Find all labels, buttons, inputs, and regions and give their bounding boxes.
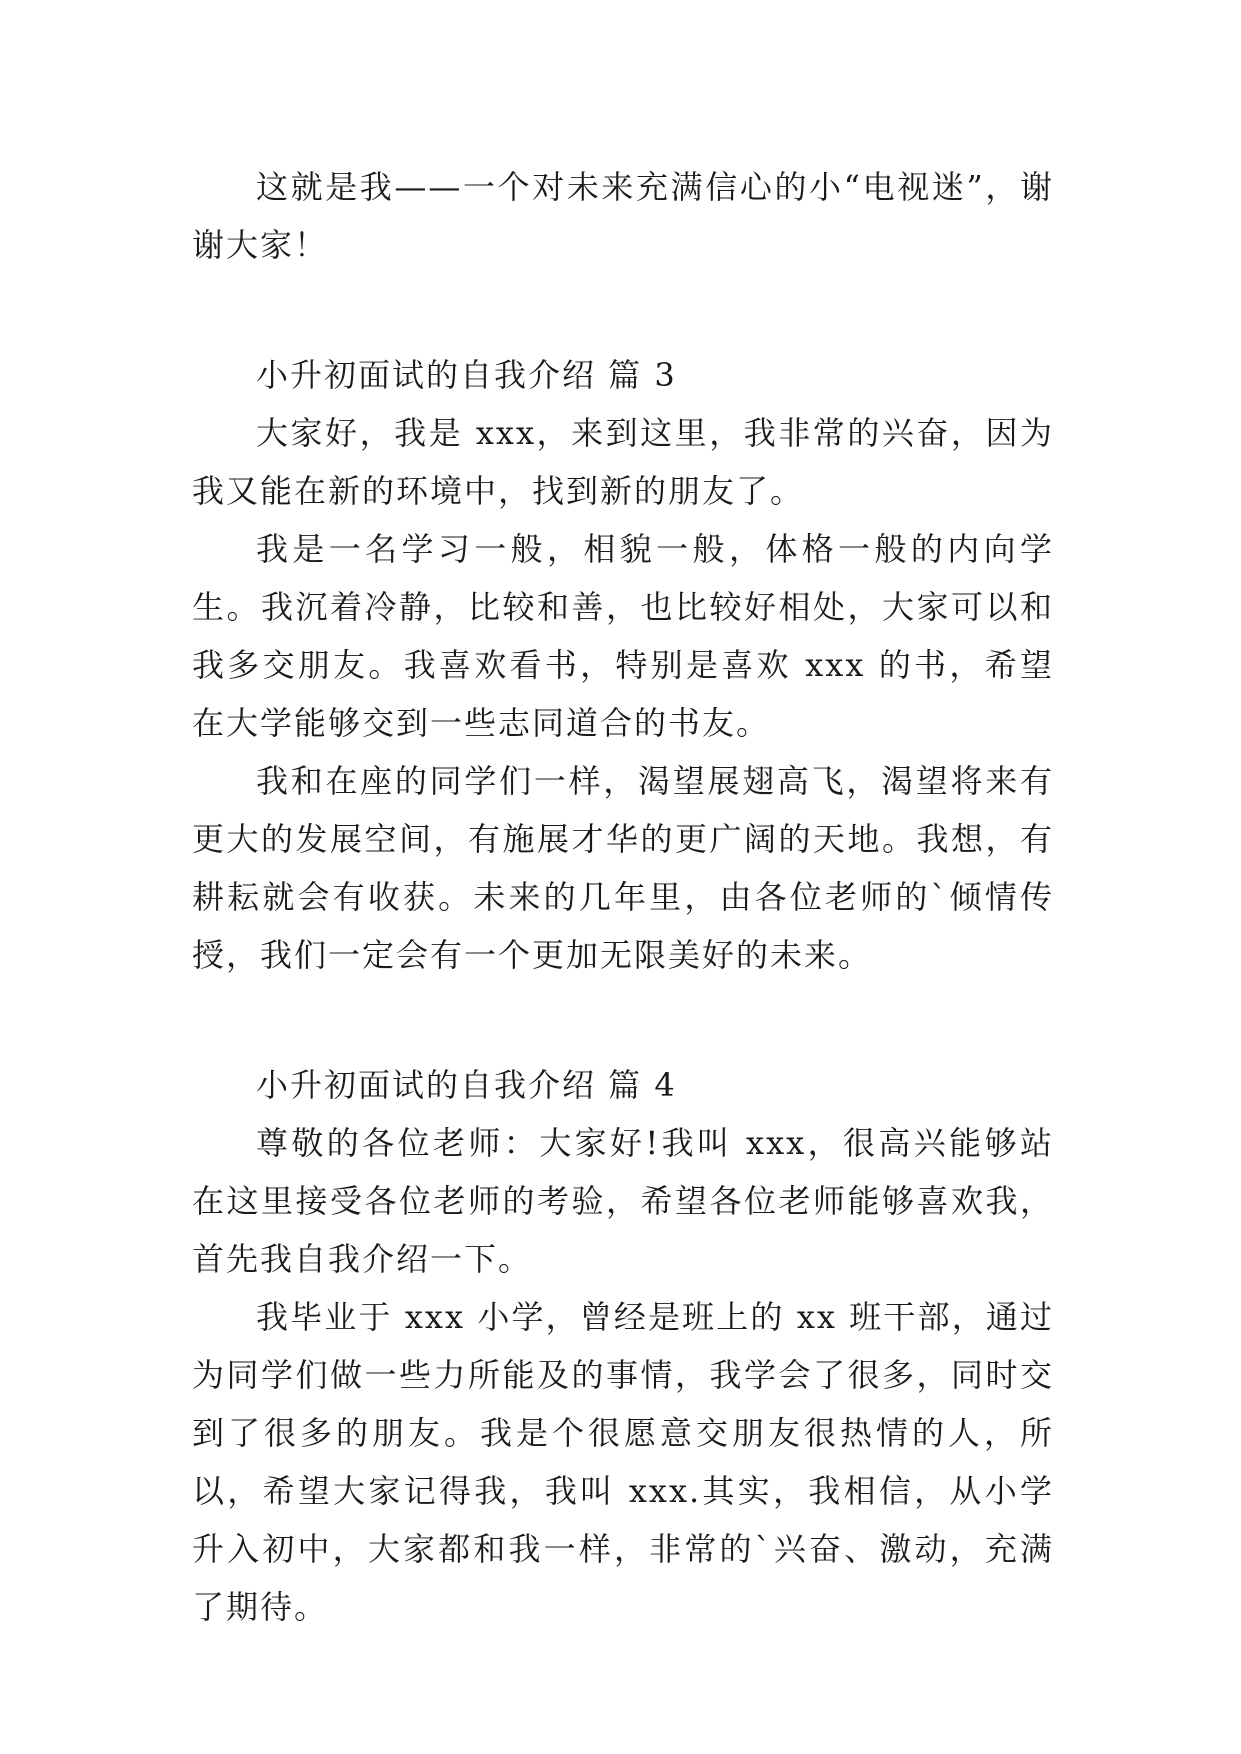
paragraph: 我是一名学习一般，相貌一般，体格一般的内向学生。我沉着冷静，比较和善，也比较好相处，大家可以和我多交朋友。我喜欢看书，特别是喜欢 xxx 的书，希望在大学能够交到一些志同道合的书友。 bbox=[192, 530, 1054, 742]
section-gap bbox=[192, 984, 1054, 1056]
closing-paragraph: 这就是我——一个对未来充满信心的小“电视迷”，谢谢大家！ bbox=[192, 168, 1054, 264]
section-gap bbox=[192, 274, 1054, 346]
paragraph: 尊敬的各位老师：大家好!我叫 xxx，很高兴能够站在这里接受各位老师的考验，希望各位老师能够喜欢我，首先我自我介绍一下。 bbox=[192, 1124, 1054, 1278]
paragraph: 我毕业于 xxx 小学，曾经是班上的 xx 班干部，通过为同学们做一些力所能及的事情，我学会了很多，同时交到了很多的朋友。我是个很愿意交朋友很热情的人，所以，希望大家记得我，我叫 xxx.其实，我相信，从小学升入初中，大家都和我一样，非常的`兴奋、激动，充满了期待。 bbox=[192, 1298, 1054, 1626]
section-heading-3: 小升初面试的自我介绍 篇 3 bbox=[256, 356, 677, 394]
paragraph: 我和在座的同学们一样，渴望展翅高飞，渴望将来有更大的发展空间，有施展才华的更广阔的天地。我想，有耕耘就会有收获。未来的几年里，由各位老师的`倾情传授，我们一定会有一个更加无限美好的未来。 bbox=[192, 762, 1054, 974]
document-body bbox=[192, 158, 1054, 1636]
paragraph: 大家好，我是 xxx，来到这里，我非常的兴奋，因为我又能在新的环境中，找到新的朋友了。 bbox=[192, 414, 1054, 510]
section-heading-4: 小升初面试的自我介绍 篇 4 bbox=[256, 1066, 677, 1104]
